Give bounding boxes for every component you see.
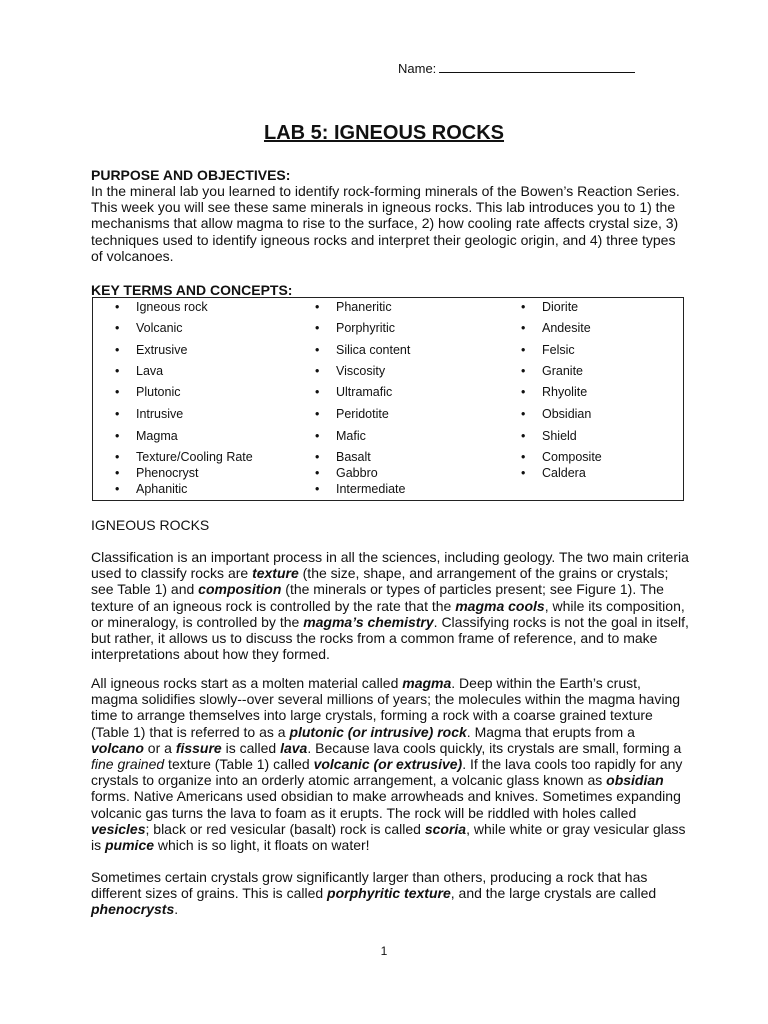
igneous-paragraph-1: Classification is an important process in all the sciences, including geology. The two main criteria used to classify rocks are texture (the size, shape, and arrangement of the grains or crystals; see Table 1) and composition (the minerals or types of particles present; see Figure 1). The texture of an igneous rock is controlled by the rate that the magma cools, while its composition, or mineralogy, is controlled by the magma’s chemistry. Classifying rocks is not the goal in itself, but rather, it allows us to discuss the rocks from a common frame of reference, and to make interpretations about how they formed. xyxy=(91,549,689,663)
igneous-rocks-heading: IGNEOUS ROCKS xyxy=(91,517,210,533)
purpose-text: In the mineral lab you learned to identify rock-forming minerals of the Bowen’s Reaction Series. This week you will see these same minerals in igneous rocks. This lab introduces you to 1) the mechanisms that allow magma to rise to the surface, 2) how cooling rate affects crystal size, 3) techniques used to identify igneous rocks and interpret their geologic origin, and 4) three types of volcanoes. xyxy=(91,183,680,264)
igneous-paragraph-2: All igneous rocks start as a molten material called magma. Deep within the Earth’s crust, magma solidifies slowly--over several millions of years; the molecules within the magma having time to arrange themselves into large crystals, forming a rock with a coarse grained texture (Table 1) that is referred to as a plutonic (or intrusive) rock. Magma that erupts from a volcano or a fissure is called lava. Because lava cools quickly, its crystals are small, forming a fine grained texture (Table 1) called volcanic (or extrusive). If the lava cools too rapidly for any crystals to organize into an orderly atomic arrangement, a volcanic glass known as obsidian forms. Native Americans used obsidian to make arrowheads and knives. Sometimes expanding volcanic gas turns the lava to foam as it erupts. The rock will be riddled with holes called vesicles; black or red vesicular (basalt) rock is called scoria, while white or gray vesicular glass is pumice which is so light, it floats on water! xyxy=(91,675,686,854)
page-number: 1 xyxy=(380,944,388,958)
key-terms-heading: KEY TERMS AND CONCEPTS: xyxy=(91,282,293,298)
name-field xyxy=(398,60,635,76)
page-title: LAB 5: IGNEOUS ROCKS xyxy=(263,122,505,144)
key-terms-table: • Igneous rock • Volcanic • Extrusive • Lava • Plutonic • Intrusive • Magma • Texture/Cooling Rate • Phenocryst • Aphanitic • Phaneritic • Porphyritic • Silica content • Viscosity • Ultramafic • Peridotite • Mafic • Basalt • Gabbro • Intermediate • Diorite • Andesite • Felsic • Granite • Rhyolite • Obsidian • Shield • Composite • Caldera xyxy=(92,297,684,501)
name-label: Name: xyxy=(398,61,437,76)
igneous-paragraph-3: Sometimes certain crystals grow significantly larger than others, producing a rock that has different sizes of grains. This is called porphyritic texture, and the large crystals are called phenocrysts. xyxy=(91,869,657,918)
purpose-heading: PURPOSE AND OBJECTIVES: xyxy=(91,167,291,183)
name-blank-line xyxy=(439,60,635,73)
